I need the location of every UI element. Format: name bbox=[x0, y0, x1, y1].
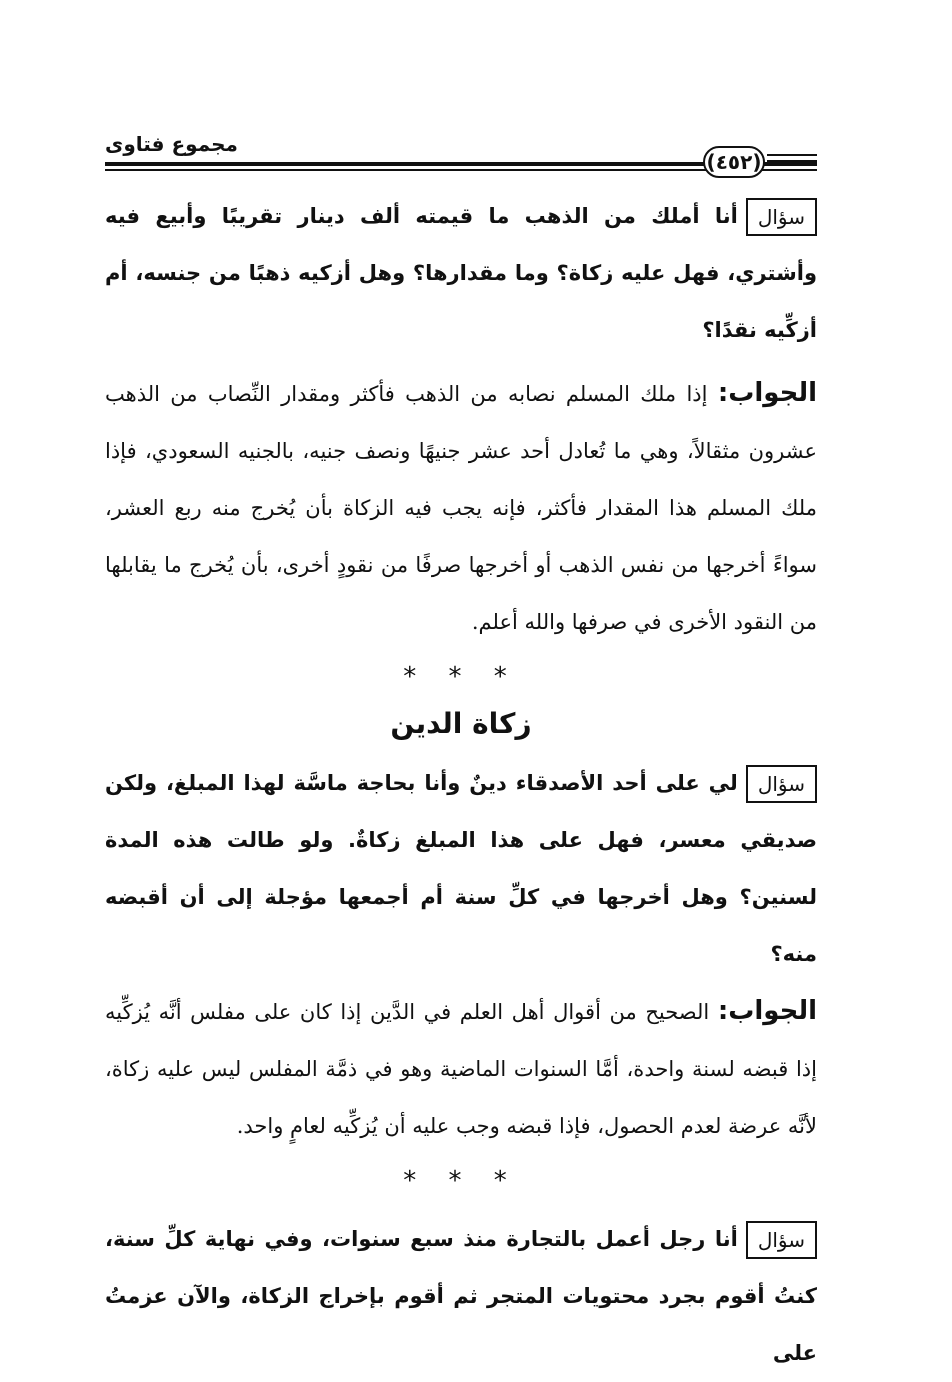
answer-label: الجواب: bbox=[717, 378, 817, 408]
section-separator: * * * bbox=[403, 662, 519, 692]
answer-text: الصحيح من أقوال أهل العلم في الدَّين إذا كان على مفلس أنَّه يُزكِّيه إذا قبضه لسنة واحدة، أمَّا السنوات الماضية وهو في ذمَّة المفلس ليس عليه زكاة، لأنَّه عرضة لعدم الحصول، فإذا قبضه وجب عليه أن يُزكِّيه لعامٍ واحد. bbox=[105, 1000, 817, 1138]
question-label: سؤال bbox=[746, 1221, 817, 1259]
book-title: مجموع فتاوى bbox=[105, 132, 238, 156]
question-paragraph bbox=[105, 1211, 817, 1382]
question-paragraph bbox=[105, 755, 817, 983]
question-text: لي على أحد الأصدقاء دينٌ وأنا بحاجة ماسَّة لهذا المبلغ، ولكن صديقي معسر، فهل على هذا المبلغ زكاةٌ. ولو طالت هذه المدة لسنين؟ وهل أخرجها في كلِّ سنة أم أجمعها مؤجلة إلى أن أقبضه منه؟ bbox=[105, 771, 817, 966]
question-text: أنا أملك من الذهب ما قيمته ألف دينار تقريبًا وأبيع فيه وأشتري، فهل عليه زكاة؟ وما مقدارها؟ وهل أزكيه ذهبًا من جنسه، أم أزكِّيه نقدًا؟ bbox=[105, 204, 817, 342]
header-rule-ornament bbox=[767, 160, 817, 162]
question-label: سؤال bbox=[746, 198, 817, 236]
page bbox=[105, 120, 817, 1382]
question-text: أنا رجل أعمل بالتجارة منذ سبع سنوات، وفي نهاية كلِّ سنة، كنتُ أقوم بجرد محتويات المتجر ثم أقوم بإخراج الزكاة، والآن عزمتُ على bbox=[105, 1227, 817, 1365]
question-label: سؤال bbox=[746, 765, 817, 803]
section-heading: زكاة الدين bbox=[390, 707, 532, 740]
page-number: (٤٥٢) bbox=[703, 146, 765, 178]
page-header bbox=[105, 120, 817, 178]
question-paragraph bbox=[105, 188, 817, 359]
answer-text: إذا ملك المسلم نصابه من الذهب فأكثر ومقدار النِّصاب من الذهب عشرون مثقالاً، وهي ما تُعادل أحد عشر جنيهًا ونصف جنيه، بالجنيه السعودي، فإذا ملك المسلم هذا المقدار فأكثر، فإنه يجب فيه الزكاة بأن يُخرج منه ربع العشر، سواءً أخرجها من نفس الذهب أو أخرجها صرفًا من نقودٍ أخرى، بأن يُخرج ما يقابلها من النقود الأخرى في صرفها والله أعلم. bbox=[105, 382, 817, 634]
answer-label: الجواب: bbox=[717, 996, 817, 1026]
answer-paragraph bbox=[105, 365, 817, 651]
header-rule-ornament bbox=[767, 154, 817, 156]
section-separator: * * * bbox=[403, 1166, 519, 1196]
answer-paragraph bbox=[105, 983, 817, 1155]
